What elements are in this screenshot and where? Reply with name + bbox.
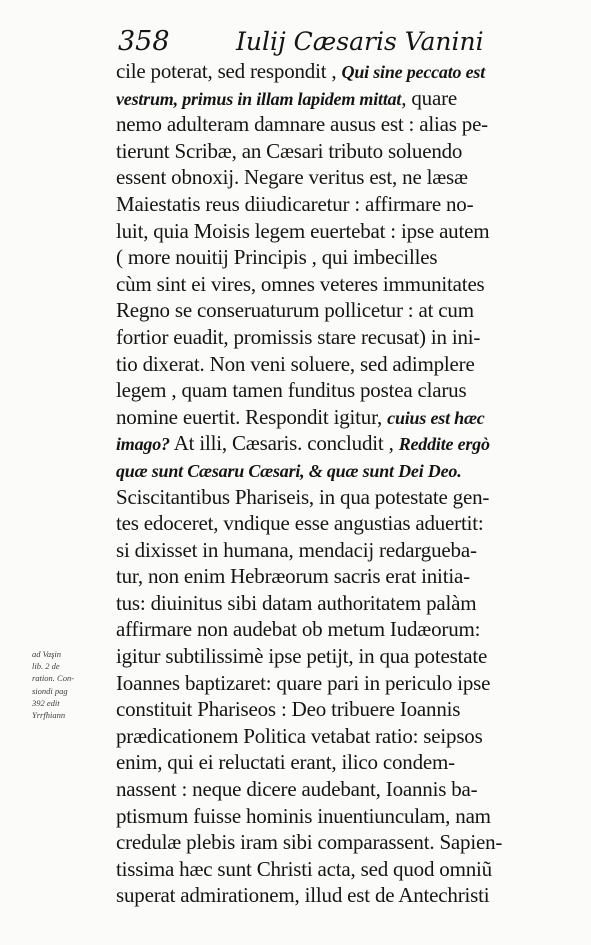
redde-fragment: Reddite ergò <box>398 434 490 455</box>
line-roman: constituit Phariseos : Deo tribuere Ioannis <box>116 697 461 722</box>
text-line <box>116 351 541 378</box>
page-header <box>118 24 538 60</box>
line-roman: cùm sint ei vires, omnes veteres immunitates <box>116 271 485 296</box>
line-roman: Sciscitantibus Phariseis, in qua potestate gen- <box>116 484 490 509</box>
line-roman: ( more nouitij Principis , qui imbecilles <box>116 245 438 270</box>
text-line <box>116 191 541 218</box>
line-roman: superat admirationem, illud est de Antechristi <box>116 883 490 908</box>
text-line <box>116 297 541 324</box>
text-line <box>116 430 541 457</box>
line-roman: enim, qui ei reluctati erant, ilico condem- <box>116 750 455 775</box>
line-roman: nemo adulteram damnare ausus est : alias pe- <box>116 112 488 137</box>
line-roman: si dixisset in humana, mendacij redarguebа- <box>116 537 477 562</box>
line-roman: nomine euertit. Respondit igitur, <box>116 404 388 429</box>
margin-note-line: ration. Con- <box>32 673 75 684</box>
text-line <box>116 58 541 85</box>
line-roman: Ioannes baptizaret: quare pari in periculo ipse <box>116 670 491 695</box>
folio-number: 358 <box>118 26 170 57</box>
line-roman: luit, quia Moisis legem euertebat : ipse autem <box>116 218 490 243</box>
text-line <box>116 85 541 112</box>
text-line <box>116 324 541 351</box>
line-roman: nassent : neque dicere audebant, Ioannis ba- <box>116 777 478 802</box>
margin-note-line: ad Vaşin <box>32 649 62 659</box>
line-italic: imago? <box>116 434 170 455</box>
running-head: Iulij Cæsaris Vanini <box>236 27 484 56</box>
line-roman-after: , quare <box>401 85 457 110</box>
line-roman-after: At illi, Cæsaris. concludit , <box>169 431 399 456</box>
margin-note-line: siondi pag <box>32 685 68 696</box>
text-line <box>116 218 541 245</box>
line-roman: affirmare non audebat ob metum Iudæorum: <box>116 617 481 642</box>
line-roman: cile poterat, sed respondit , <box>116 59 342 83</box>
line-roman: prædicationem Politica vetabat ratio: seipsos <box>116 723 483 748</box>
margin-note-line: lib. 2 de <box>32 661 60 672</box>
line-roman: ptismum fuisse hominis inuentiunculam, nam <box>116 803 491 828</box>
text-line <box>116 457 541 484</box>
margin-note-line: Yrrfhiann <box>32 710 66 721</box>
line-roman: tio dixerat. Non veni soluere, sed adimplere <box>116 351 475 376</box>
text-line <box>116 696 541 723</box>
margin-note-line: 392 edit <box>32 697 60 708</box>
text-line <box>116 164 541 191</box>
text-line <box>116 616 541 643</box>
text-line <box>116 590 541 617</box>
text-line <box>116 111 541 138</box>
text-line <box>116 271 541 298</box>
text-line <box>116 484 541 511</box>
line-italic: Qui sine peccato est <box>341 62 485 82</box>
text-line <box>116 803 541 830</box>
text-line <box>116 776 541 803</box>
text-line <box>116 510 541 537</box>
text-line <box>116 377 541 404</box>
text-line <box>116 643 541 670</box>
text-line <box>116 723 541 750</box>
line-roman: credulæ plebis iram sibi comparassent. Sapien- <box>116 830 503 855</box>
line-roman: tissima hæc sunt Christi acta, sed quod omniũ <box>116 856 492 881</box>
line-roman: Regno se conseruaturum pollicetur : at cum <box>116 298 474 323</box>
line-roman: Maiestatis reus diiudicaretur : affirmare no- <box>116 191 474 216</box>
line-roman: igitur subtilissimè ipse petijt, in qua potestate <box>116 644 488 669</box>
line-roman: legem , quam tamen funditus postea clarus <box>116 378 467 403</box>
line-roman: tus: diuinitus sibi datam authoritatem palàm <box>116 590 477 615</box>
body-text <box>116 58 541 909</box>
text-line <box>116 670 541 697</box>
margin-note <box>32 648 116 721</box>
line-italic: cuius est hæc <box>387 407 485 428</box>
text-line <box>116 244 541 271</box>
text-line <box>116 404 541 431</box>
text-line <box>116 563 541 590</box>
line-roman: essent obnoxij. Negare veritus est, ne læsæ <box>116 165 468 190</box>
line-italic: vestrum, primus in illam lapidem mittat <box>116 88 402 109</box>
line-italic: quæ sunt Cæsaru Cæsari, & quæ sunt Dei Deo. <box>116 460 462 481</box>
text-line <box>116 537 541 564</box>
text-line <box>116 882 541 909</box>
text-line <box>116 749 541 776</box>
line-roman: tur, non enim Hebræorum sacris erat initia- <box>116 564 470 589</box>
text-line <box>116 856 541 883</box>
line-roman: fortior euadit, promissis stare recusat) in ini- <box>116 324 481 349</box>
text-line <box>116 829 541 856</box>
line-roman: tierunt Scribæ, an Cæsari tributo soluendo <box>116 138 463 163</box>
line-roman: tes edoceret, vndique esse angustias aduertit: <box>116 511 484 536</box>
text-line <box>116 138 541 165</box>
